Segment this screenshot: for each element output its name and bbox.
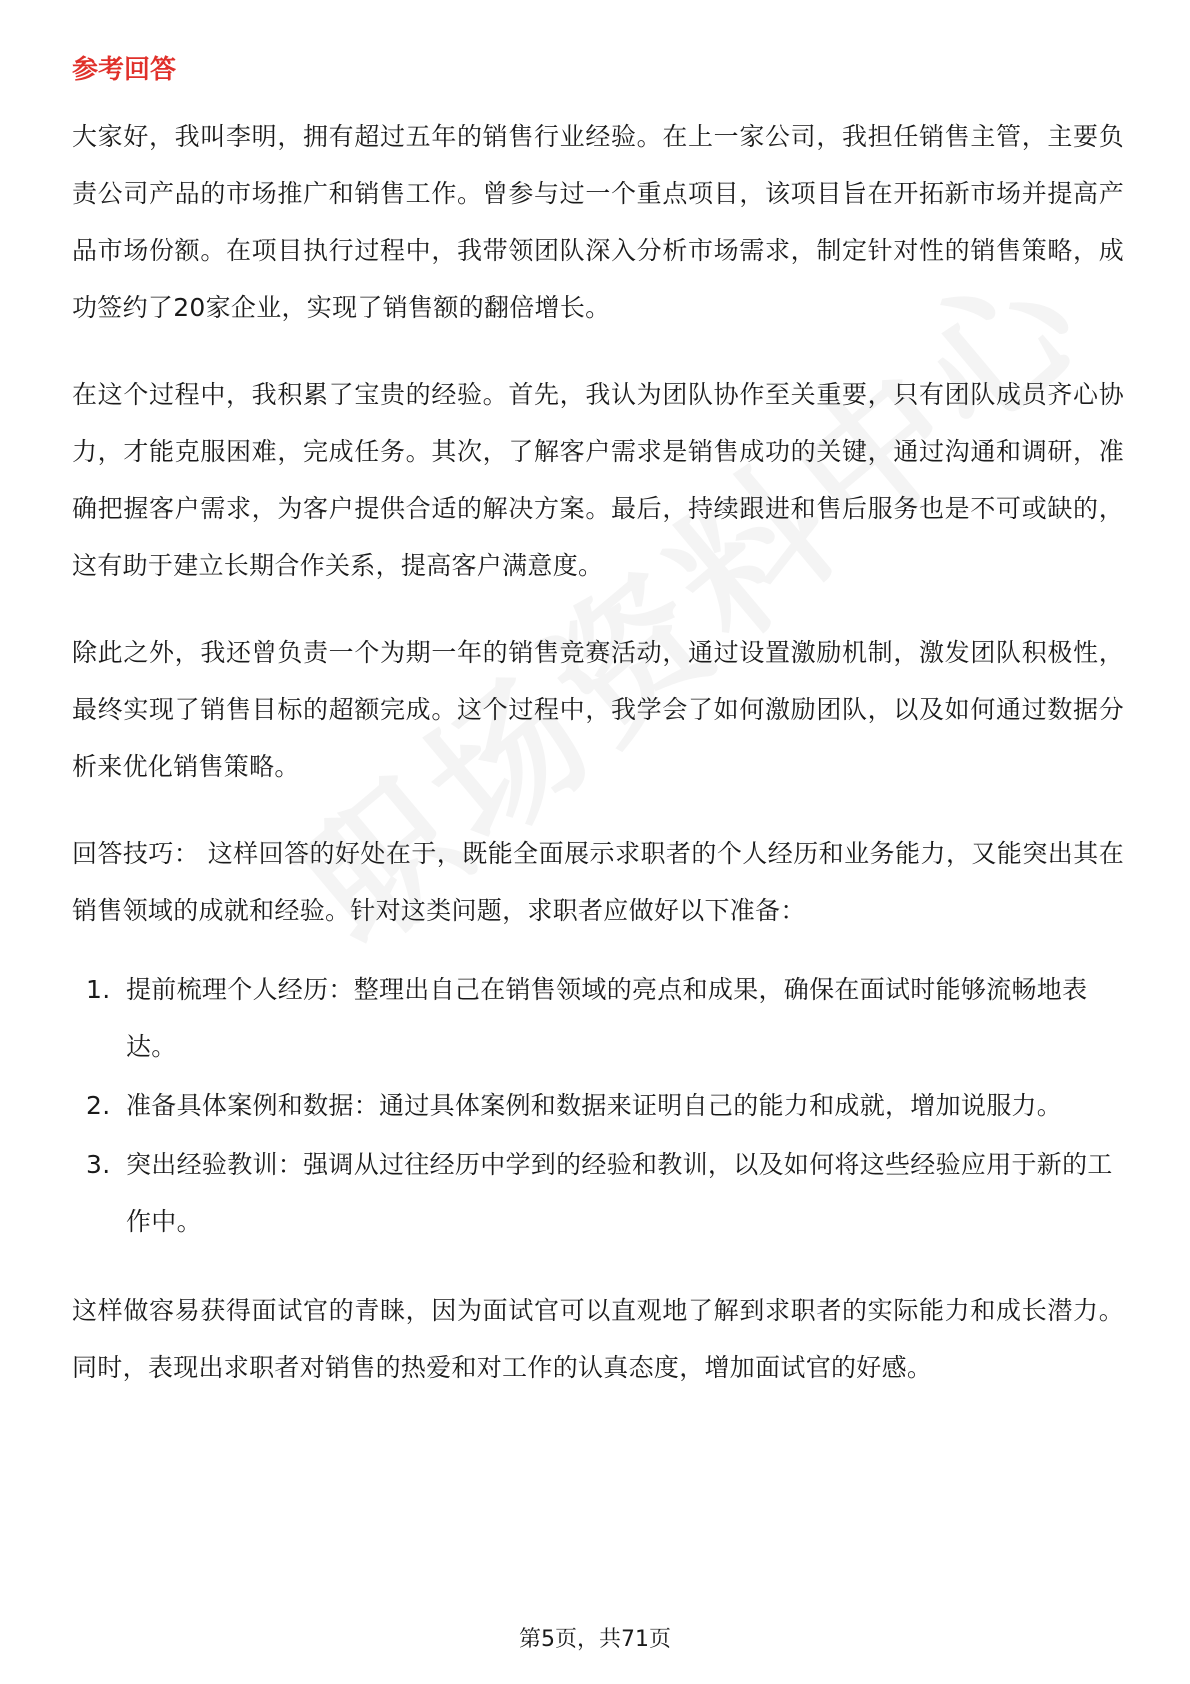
list-item bbox=[72, 1136, 1124, 1250]
page-number: 第5页，共71页 bbox=[519, 1627, 671, 1652]
section-title: 参考回答 bbox=[72, 55, 177, 85]
paragraph-experience: 在这个过程中，我积累了宝贵的经验。首先，我认为团队协作至关重要，只有团队成员齐心协力，才能克服困难，完成任务。其次，了解客户需求是销售成功的关键，通过沟通和调研，准确把握客户需求，为客户提供合适的解决方案。最后，持续跟进和售后服务也是不可或缺的，这有助于建立长期合作关系，提高客户满意度。 bbox=[72, 380, 1124, 580]
list-number: 3. bbox=[86, 1150, 111, 1179]
paragraph-intro: 大家好，我叫李明，拥有超过五年的销售行业经验。在上一家公司，我担任销售主管，主要负责公司产品的市场推广和销售工作。曾参与过一个重点项目，该项目旨在开拓新市场并提高产品市场份额。在项目执行过程中，我带领团队深入分析市场需求，制定针对性的销售策略，成功签约了20家企业，实现了销售额的翻倍增长。 bbox=[72, 122, 1124, 322]
preparation-list bbox=[72, 961, 1124, 1250]
answer-tips: 回答技巧： 这样回答的好处在于，既能全面展示求职者的个人经历和业务能力，又能突出其在销售领域的成就和经验。针对这类问题，求职者应做好以下准备： bbox=[72, 839, 1124, 925]
paragraph-closing: 这样做容易获得面试官的青睐，因为面试官可以直观地了解到求职者的实际能力和成长潜力。同时，表现出求职者对销售的热爱和对工作的认真态度，增加面试官的好感。 bbox=[72, 1296, 1124, 1382]
paragraph-competition: 除此之外，我还曾负责一个为期一年的销售竞赛活动，通过设置激励机制，激发团队积极性，最终实现了销售目标的超额完成。这个过程中，我学会了如何激励团队，以及如何通过数据分析来优化销售策略。 bbox=[72, 638, 1124, 781]
list-number: 1. bbox=[86, 975, 111, 1004]
list-text: 突出经验教训：强调从过往经历中学到的经验和教训，以及如何将这些经验应用于新的工作中。 bbox=[126, 1150, 1113, 1236]
list-item bbox=[72, 961, 1124, 1075]
list-number: 2. bbox=[86, 1091, 111, 1120]
list-item bbox=[72, 1077, 1124, 1134]
list-text: 提前梳理个人经历：整理出自己在销售领域的亮点和成果，确保在面试时能够流畅地表达。 bbox=[126, 975, 1088, 1061]
list-text: 准备具体案例和数据：通过具体案例和数据来证明自己的能力和成就，增加说服力。 bbox=[126, 1091, 1063, 1120]
document-page bbox=[72, 48, 1124, 1426]
